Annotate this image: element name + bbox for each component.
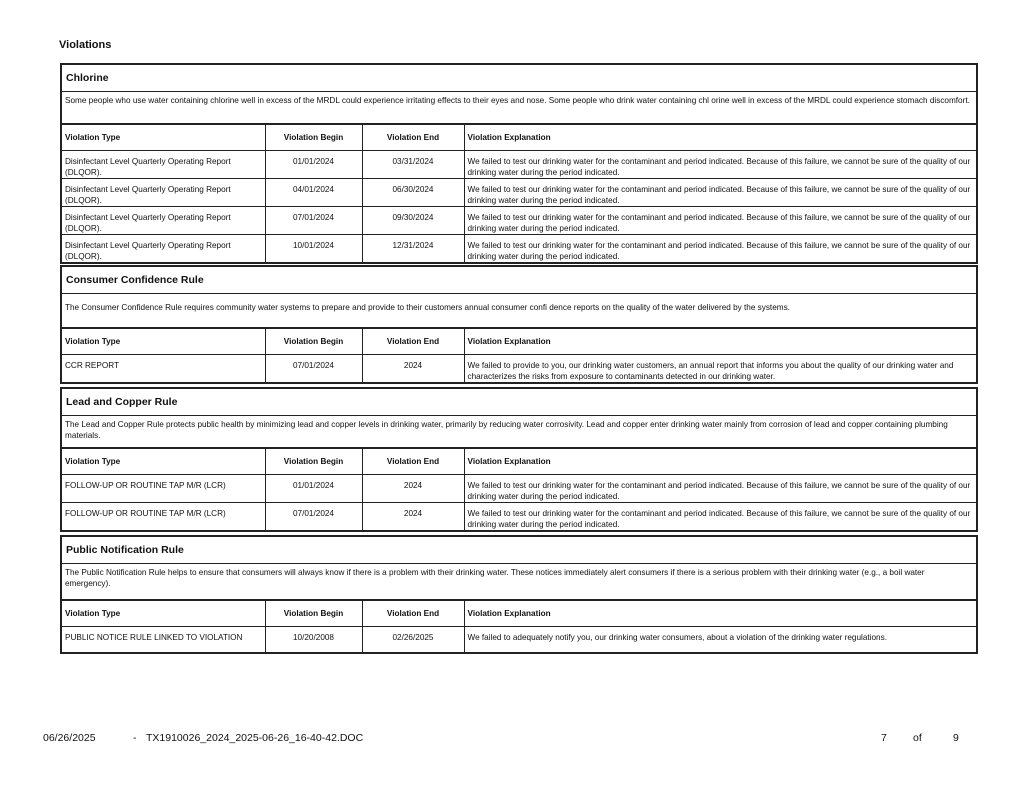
section-title: Consumer Confidence Rule — [62, 267, 976, 294]
col-violation-begin: Violation Begin — [265, 329, 362, 355]
violation-explanation-cell: We failed to test our drinking water for the contaminant and period indicated. Because of this failure, we cannot be sure of the quality of our drinking water during the period indicated. — [464, 179, 976, 207]
violation-explanation-cell: We failed to test our drinking water for the contaminant and period indicated. Because of this failure, we cannot be sure of the quality of our drinking water during the period indicated. — [464, 475, 976, 503]
footer-filename: TX1910026_2024_2025-06-26_16-40-42.DOC — [146, 732, 364, 744]
violation-type-cell: FOLLOW-UP OR ROUTINE TAP M/R (LCR) — [62, 475, 265, 503]
col-violation-explanation: Violation Explanation — [464, 329, 976, 355]
violation-explanation-cell: We failed to test our drinking water for the contaminant and period indicated. Because of this failure, we cannot be sure of the quality of our drinking water during the period indicated. — [464, 207, 976, 235]
table-row — [62, 503, 976, 531]
table-header-row — [62, 601, 976, 627]
section-title: Chlorine — [62, 65, 976, 92]
violation-type-cell: Disinfectant Level Quarterly Operating Report (DLQOR). — [62, 179, 265, 207]
col-violation-end: Violation End — [362, 601, 464, 627]
col-violation-type: Violation Type — [62, 125, 265, 151]
col-violation-begin: Violation Begin — [265, 449, 362, 475]
section-description: The Consumer Confidence Rule requires community water systems to prepare and provide to their customers annual consumer confi dence reports on the quality of the water delivered by the systems. — [62, 294, 976, 328]
table-row — [62, 627, 976, 652]
violation-end-cell: 2024 — [362, 475, 464, 503]
section-description: The Public Notification Rule helps to ensure that consumers will always know if there is a problem with their drinking water. These notices immediately alert consumers if there is a serious problem with their drinking water (e.g., a boil water emergency). — [62, 564, 976, 600]
violation-begin-cell: 07/01/2024 — [265, 503, 362, 531]
table-row — [62, 207, 976, 235]
table-row — [62, 179, 976, 207]
col-violation-type: Violation Type — [62, 329, 265, 355]
violation-begin-cell: 07/01/2024 — [265, 207, 362, 235]
violation-type-cell: Disinfectant Level Quarterly Operating Report (DLQOR). — [62, 151, 265, 179]
violation-begin-cell: 10/20/2008 — [265, 627, 362, 652]
footer-separator: - — [133, 732, 137, 744]
col-violation-end: Violation End — [362, 449, 464, 475]
col-violation-explanation: Violation Explanation — [464, 125, 976, 151]
violation-end-cell: 2024 — [362, 355, 464, 383]
violations-table — [62, 600, 976, 652]
violation-end-cell: 12/31/2024 — [362, 235, 464, 263]
violation-end-cell: 2024 — [362, 503, 464, 531]
lead-copper-section — [60, 387, 978, 532]
violations-table — [62, 328, 976, 382]
table-row — [62, 355, 976, 383]
footer-page-total: 9 — [953, 732, 959, 744]
violation-begin-cell: 01/01/2024 — [265, 151, 362, 179]
table-row — [62, 151, 976, 179]
violations-table — [62, 124, 976, 262]
footer-page-number: 7 — [881, 732, 887, 744]
table-row — [62, 475, 976, 503]
col-violation-begin: Violation Begin — [265, 125, 362, 151]
violation-explanation-cell: We failed to test our drinking water for the contaminant and period indicated. Because of this failure, we cannot be sure of the quality of our drinking water during the period indicated. — [464, 503, 976, 531]
col-violation-explanation: Violation Explanation — [464, 449, 976, 475]
violation-type-cell: PUBLIC NOTICE RULE LINKED TO VIOLATION — [62, 627, 265, 652]
violation-type-cell: Disinfectant Level Quarterly Operating Report (DLQOR). — [62, 235, 265, 263]
table-body — [62, 627, 976, 652]
table-row — [62, 235, 976, 263]
violation-type-cell: Disinfectant Level Quarterly Operating Report (DLQOR). — [62, 207, 265, 235]
violation-begin-cell: 10/01/2024 — [265, 235, 362, 263]
col-violation-type: Violation Type — [62, 449, 265, 475]
violation-begin-cell: 04/01/2024 — [265, 179, 362, 207]
violation-explanation-cell: We failed to provide to you, our drinking water customers, an annual report that informs you about the quality of our drinking water and characterizes the risks from exposure to contaminants detected in our drinking water. — [464, 355, 976, 383]
section-title: Public Notification Rule — [62, 537, 976, 564]
violation-explanation-cell: We failed to test our drinking water for the contaminant and period indicated. Because of this failure, we cannot be sure of the quality of our drinking water during the period indicated. — [464, 151, 976, 179]
table-header-row — [62, 125, 976, 151]
violation-type-cell: FOLLOW-UP OR ROUTINE TAP M/R (LCR) — [62, 503, 265, 531]
col-violation-begin: Violation Begin — [265, 601, 362, 627]
violation-explanation-cell: We failed to adequately notify you, our drinking water consumers, about a violation of the drinking water regulations. — [464, 627, 976, 652]
public-notification-section — [60, 535, 978, 654]
col-violation-explanation: Violation Explanation — [464, 601, 976, 627]
footer-date: 06/26/2025 — [43, 732, 96, 744]
violations-table — [62, 448, 976, 530]
violation-end-cell: 06/30/2024 — [362, 179, 464, 207]
footer-of-label: of — [913, 732, 922, 744]
violation-end-cell: 03/31/2024 — [362, 151, 464, 179]
violation-explanation-cell: We failed to test our drinking water for the contaminant and period indicated. Because of this failure, we cannot be sure of the quality of our drinking water during the period indicated. — [464, 235, 976, 263]
violation-type-cell: CCR REPORT — [62, 355, 265, 383]
section-description: The Lead and Copper Rule protects public health by minimizing lead and copper levels in drinking water, primarily by reducing water corrosivity. Lead and copper enter drinking water mainly from corrosion of lead and copper containing plumbing materials. — [62, 416, 976, 448]
violation-end-cell: 02/26/2025 — [362, 627, 464, 652]
col-violation-type: Violation Type — [62, 601, 265, 627]
violation-begin-cell: 01/01/2024 — [265, 475, 362, 503]
table-body — [62, 151, 976, 263]
col-violation-end: Violation End — [362, 125, 464, 151]
col-violation-end: Violation End — [362, 329, 464, 355]
violation-begin-cell: 07/01/2024 — [265, 355, 362, 383]
chlorine-section — [60, 63, 978, 264]
table-body — [62, 355, 976, 383]
violation-end-cell: 09/30/2024 — [362, 207, 464, 235]
table-body — [62, 475, 976, 531]
page-title: Violations — [59, 39, 112, 51]
table-header-row — [62, 449, 976, 475]
consumer-confidence-section — [60, 265, 978, 384]
section-title: Lead and Copper Rule — [62, 389, 976, 416]
section-description: Some people who use water containing chlorine well in excess of the MRDL could experience irritating effects to their eyes and nose. Some people who drink water containing chl orine well in excess of the MRDL could experience stomach discomfort. — [62, 92, 976, 124]
table-header-row — [62, 329, 976, 355]
